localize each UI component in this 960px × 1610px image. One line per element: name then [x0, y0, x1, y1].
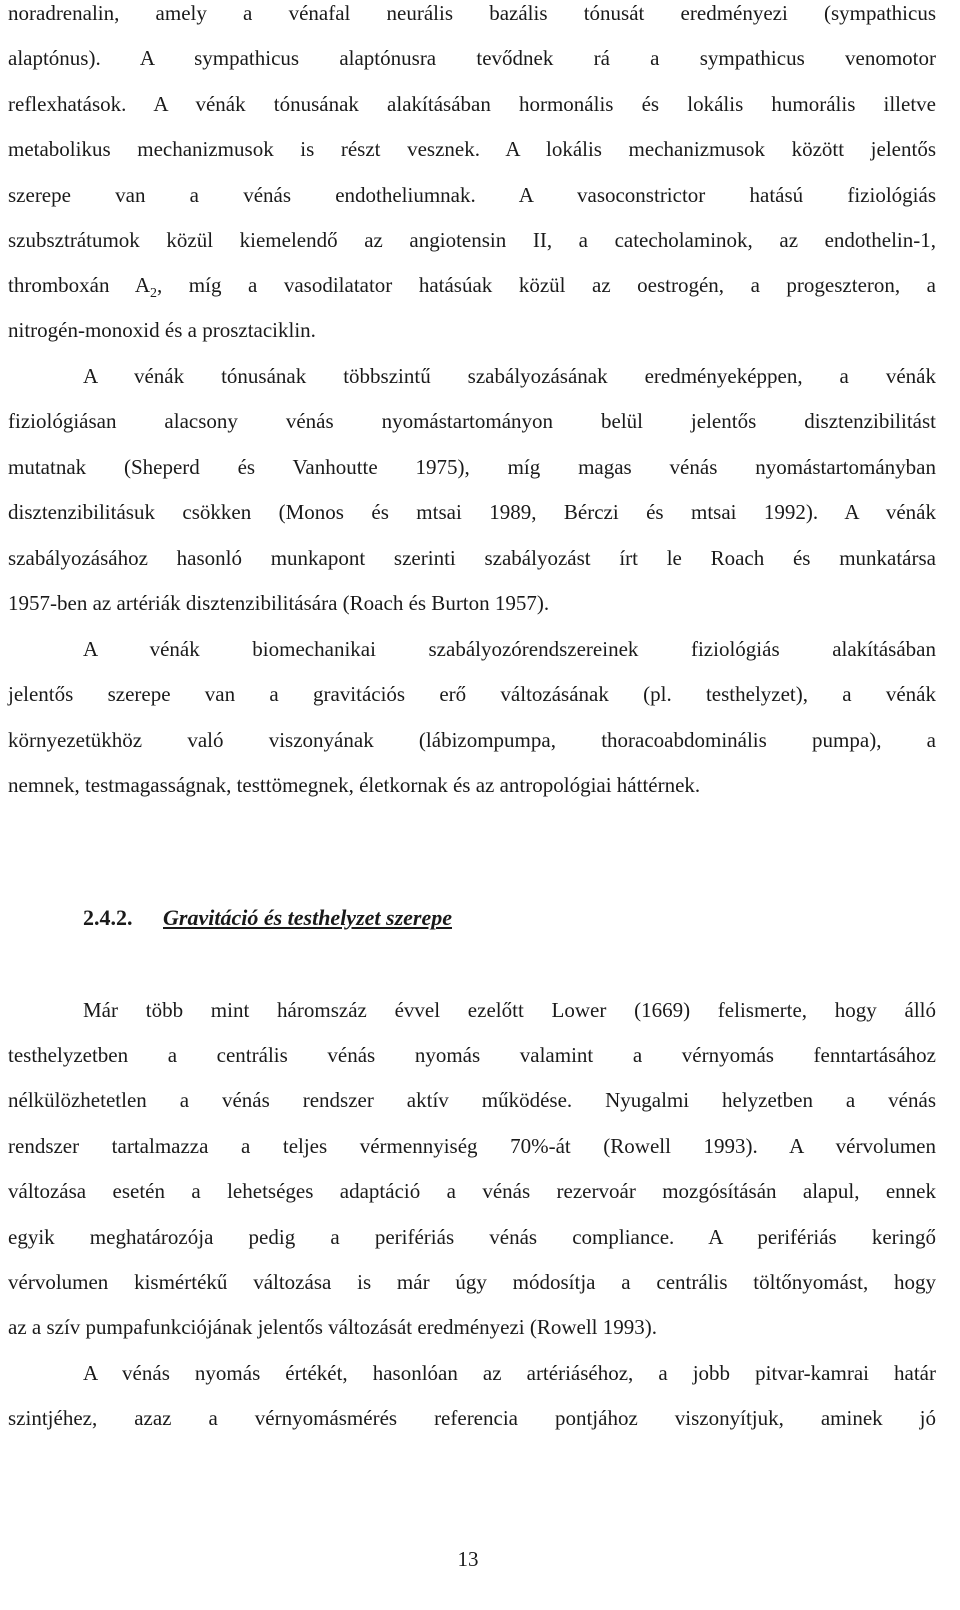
- text-line: nitrogén-monoxid és a prosztaciklin.: [8, 318, 316, 342]
- text-line: szabályozásához hasonló munkapont szerinti szabályozást írt le Roach és munkatársa: [8, 546, 936, 570]
- text-line: testhelyzetben a centrális vénás nyomás valamint a vérnyomás fenntartásához: [8, 1043, 936, 1067]
- text-line: mutatnak (Sheperd és Vanhoutte 1975), míg magas vénás nyomástartományban: [8, 455, 936, 479]
- text-line: jelentős szerepe van a gravitációs erő változásának (pl. testhelyzet), a vénák: [8, 682, 936, 706]
- page-number: 13: [457, 1547, 479, 1571]
- text-line: noradrenalin, amely a vénafal neurális bazális tónusát eredményezi (sympathicus: [8, 1, 936, 25]
- text-line: disztenzibilitásuk csökken (Monos és mtsai 1989, Bérczi és mtsai 1992). A vénák: [8, 500, 936, 524]
- text-line: egyik meghatározója pedig a perifériás vénás compliance. A perifériás keringő: [8, 1225, 936, 1249]
- text-line: Már több mint háromszáz évvel ezelőtt Lower (1669) felismerte, hogy álló: [83, 998, 936, 1022]
- text-line: rendszer tartalmazza a teljes vérmennyiség 70%-át (Rowell 1993). A vérvolumen: [8, 1134, 936, 1158]
- section-heading: [83, 905, 452, 931]
- text-line: reflexhatások. A vénák tónusának alakításában hormonális és lokális humorális illetve: [8, 92, 936, 116]
- text-line: szerepe van a vénás endotheliumnak. A vasoconstrictor hatású fiziológiás: [8, 183, 936, 207]
- text-line: szintjéhez, azaz a vérnyomásmérés referencia pontjához viszonyítjuk, aminek jó: [8, 1406, 936, 1430]
- text-line: vérvolumen kismértékű változása is már úgy módosítja a centrális töltőnyomást, hogy: [8, 1270, 936, 1294]
- text-line: környezetükhöz való viszonyának (lábizompumpa, thoracoabdominális pumpa), a: [8, 728, 936, 752]
- text-line: fiziológiásan alacsony vénás nyomástartományon belül jelentős disztenzibilitást: [8, 409, 936, 433]
- text-line: változása esetén a lehetséges adaptáció a vénás rezervoár mozgósításán alapul, ennek: [8, 1179, 936, 1203]
- text-line-thromboxan: [8, 272, 936, 302]
- text-line: A vénás nyomás értékét, hasonlóan az artériáséhoz, a jobb pitvar-kamrai határ: [83, 1361, 936, 1385]
- text-line: metabolikus mechanizmusok is részt vesznek. A lokális mechanizmusok között jelentős: [8, 137, 936, 161]
- text-line: az a szív pumpafunkciójának jelentős változását eredményezi (Rowell 1993).: [8, 1315, 658, 1339]
- text-line: 1957-ben az artériák disztenzibilitására (Roach és Burton 1957).: [8, 591, 550, 615]
- thromboxan-text: thromboxán A: [8, 273, 151, 297]
- section-title: Gravitáció és testhelyzet szerepe: [163, 905, 452, 930]
- text-line: alaptónus). A sympathicus alaptónusra tevődnek rá a sympathicus venomotor: [8, 46, 936, 70]
- text-line: A vénák biomechanikai szabályozórendszereinek fiziológiás alakításában: [83, 637, 936, 661]
- text-line: nemnek, testmagasságnak, testtömegnek, életkornak és az antropológiai háttérnek.: [8, 773, 701, 797]
- section-number: 2.4.2.: [83, 905, 133, 930]
- subscript-2: 2: [150, 286, 158, 302]
- thromboxan-rest: , míg a vasodilatator hatásúak közül az oestrogén, a progeszteron, a: [157, 273, 936, 297]
- text-line: szubsztrátumok közül kiemelendő az angiotensin II, a catecholaminok, az endothelin-1,: [8, 228, 936, 252]
- text-line: nélkülözhetetlen a vénás rendszer aktív működése. Nyugalmi helyzetben a vénás: [8, 1088, 936, 1112]
- text-line: A vénák tónusának többszintű szabályozásának eredményeképpen, a vénák: [83, 364, 936, 388]
